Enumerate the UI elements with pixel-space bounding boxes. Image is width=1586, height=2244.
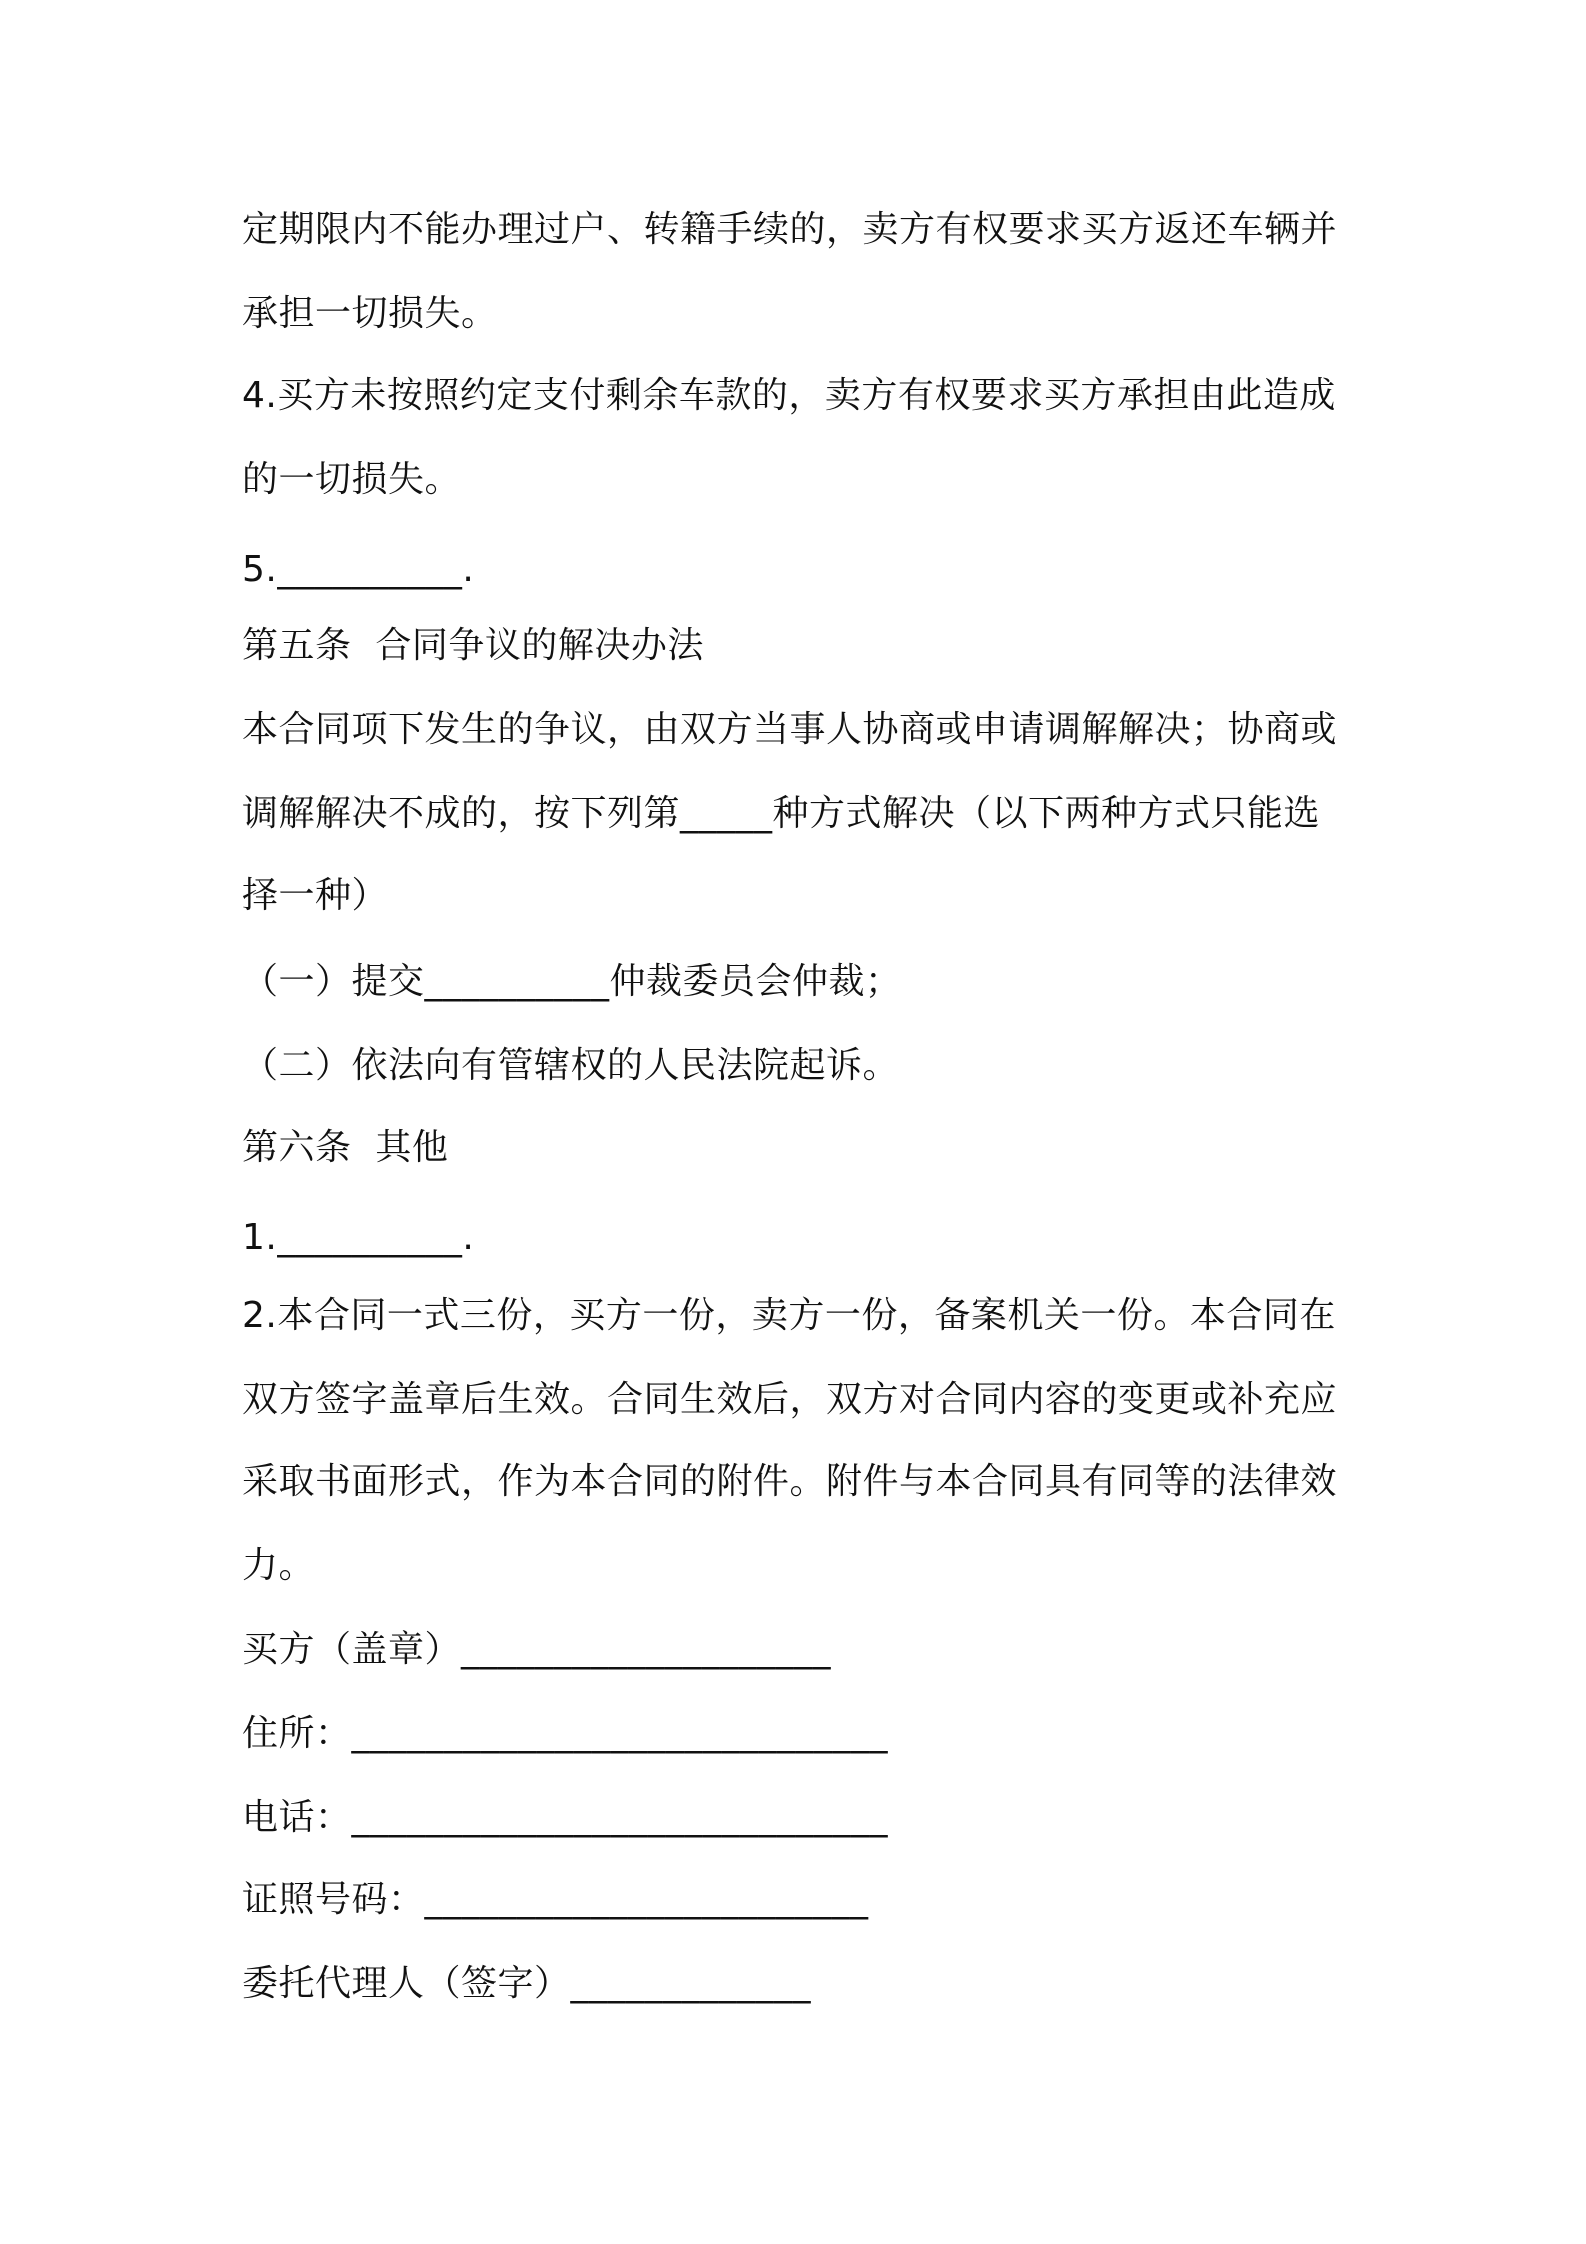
text-line-2: 承担一切损失。 [242,293,498,334]
text-line-14: 2.本合同一式三份，买方一份，卖方一份，备案机关一份。本合同在 [242,1295,1336,1336]
text-line-1: 定期限内不能办理过户、转籍手续的，卖方有权要求买方返还车辆并 [242,209,1338,250]
text-line-8: 调解解决不成的，按下列第_____种方式解决（以下两种方式只能选 [242,793,1321,834]
text-line-13: 1.__________. [242,1217,475,1258]
text-line-11: （二）依法向有管辖权的人民法院起诉。 [242,1045,900,1086]
section-heading-5: 第五条 合同争议的解决办法 [242,625,704,666]
section-heading-6: 第六条 其他 [242,1127,449,1168]
agent-signature-field: 委托代理人（签字）_____________ [242,1963,812,2004]
buyer-seal-field: 买方（盖章）____________________ [242,1629,832,1670]
address-field: 住所：_____________________________ [242,1713,889,1754]
license-number-field: 证照号码：________________________ [242,1879,869,1920]
text-line-9: 择一种） [242,875,389,916]
text-line-4: 的一切损失。 [242,459,462,500]
text-line-5: 5.__________. [242,549,475,590]
text-line-10: （一）提交__________仲裁委员会仲裁； [242,961,902,1002]
text-line-15: 双方签字盖章后生效。合同生效后，双方对合同内容的变更或补充应 [242,1379,1338,1420]
text-line-17: 力。 [242,1545,316,1586]
text-line-7: 本合同项下发生的争议，由双方当事人协商或申请调解解决；协商或 [242,709,1338,750]
text-line-3: 4.买方未按照约定支付剩余车款的，卖方有权要求买方承担由此造成 [242,375,1336,416]
text-line-16: 采取书面形式，作为本合同的附件。附件与本合同具有同等的法律效 [242,1461,1338,1502]
phone-field: 电话：_____________________________ [242,1797,889,1838]
